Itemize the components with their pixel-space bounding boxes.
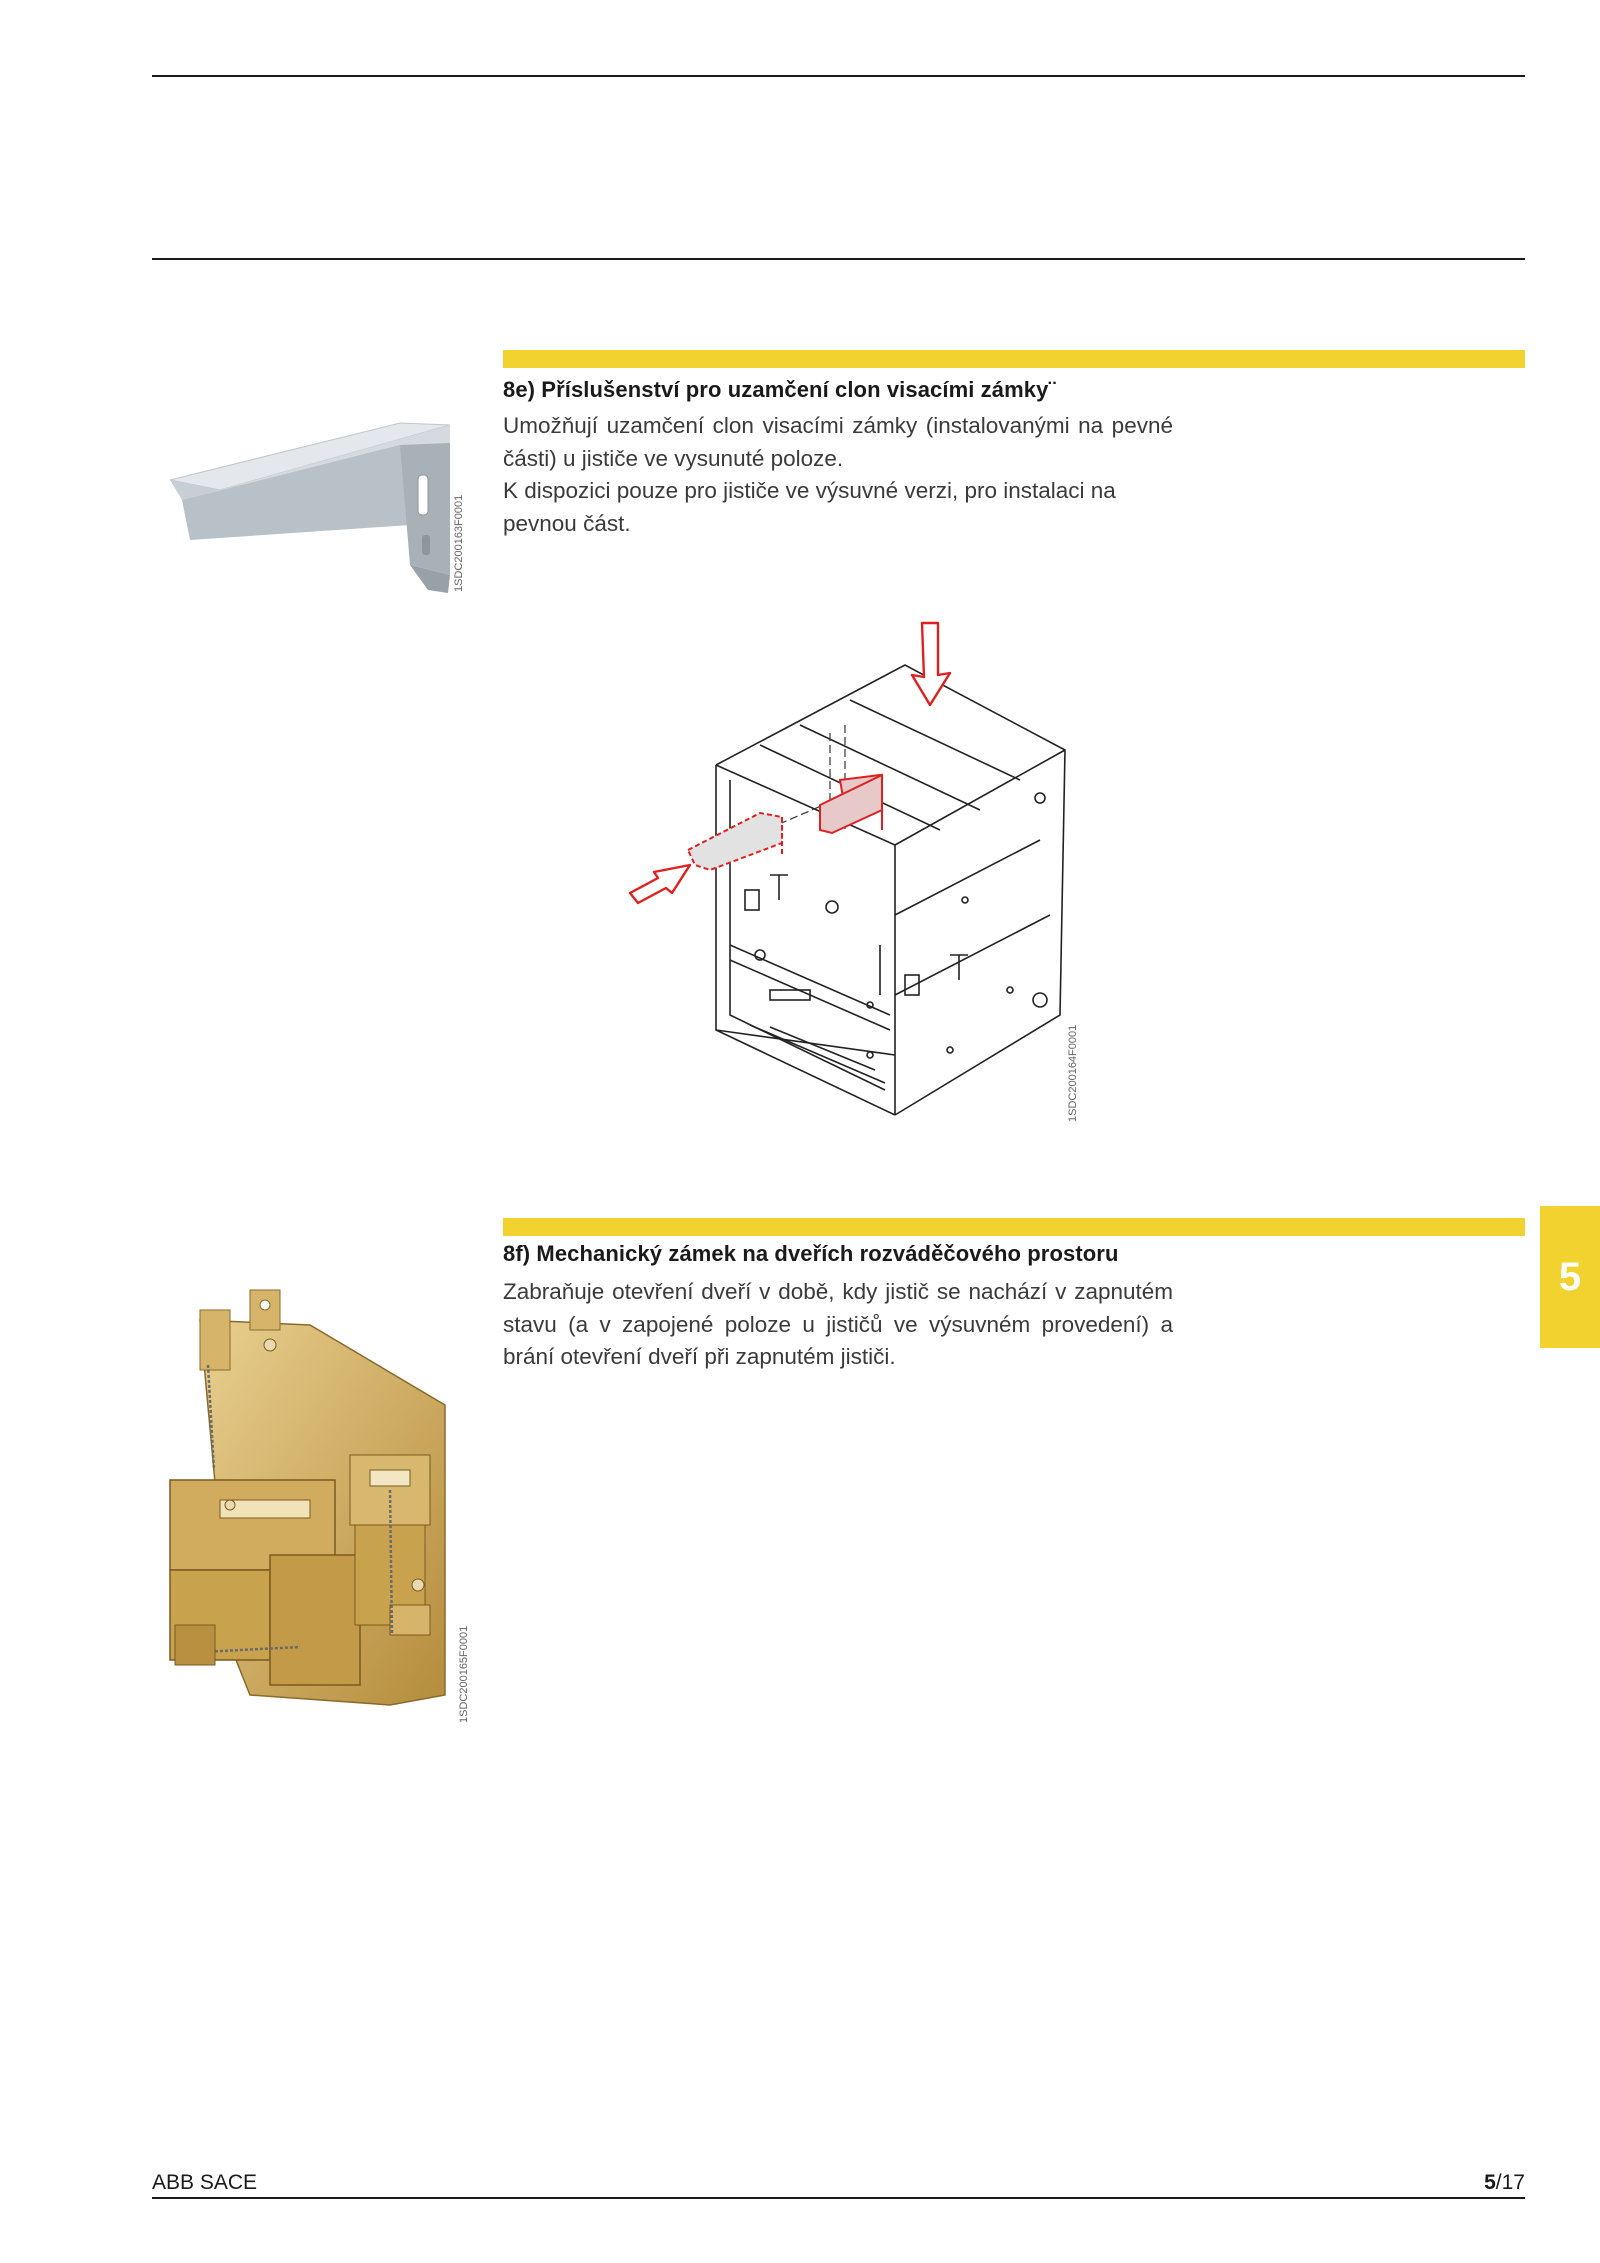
section-8e-paragraph-2: K dispozici pouze pro jističe ve výsuvné verzi, pro instalaci na pevnou část. (503, 478, 1116, 536)
section-8e-photo-code: 1SDC200163F0001 (453, 494, 465, 592)
section-8f-photo-code: 1SDC200165F0001 (458, 1625, 470, 1723)
header-rule-top (152, 75, 1525, 77)
section-8f-accent-bar (503, 1218, 1525, 1236)
section-8f-heading: 8f) Mechanický zámek na dveřích rozváděčového prostoru (503, 1241, 1119, 1266)
door-lock-photo (160, 1285, 460, 1730)
section-8e-heading: 8e) Příslušenství pro uzamčení clon visacími zámky¨ (503, 377, 1056, 402)
section-8e-drawing-code: 1SDC200164F0001 (1067, 1024, 1079, 1122)
footer-page-number (1484, 2171, 1525, 2195)
section-8e-text (503, 410, 1173, 540)
header-rule-bottom (152, 258, 1525, 260)
footer-page-bold: 5 (1484, 2171, 1496, 2194)
footer-page-rest: /17 (1495, 2171, 1525, 2194)
section-8f-text (503, 1276, 1173, 1374)
padlock-bracket-photo (160, 415, 460, 605)
chapter-tab: 5 (1540, 1206, 1600, 1348)
section-8e-paragraph-1: Umožňují uzamčení clon visacími zámky (instalovanými na pevné části) u jističe ve vysunuté poloze. (503, 413, 1173, 471)
footer-company: ABB SACE (152, 2171, 258, 2194)
section-8f-paragraph: Zabraňuje otevření dveří v době, kdy jistič se nachází v zapnutém stavu (a v zapojené poloze u jističů ve výsuvném provedení) a brání otevření dveří při zapnutém jističi. (503, 1279, 1173, 1369)
footer-rule (152, 2197, 1525, 2199)
section-8e-accent-bar (503, 350, 1525, 368)
cradle-drawing (620, 615, 1070, 1130)
